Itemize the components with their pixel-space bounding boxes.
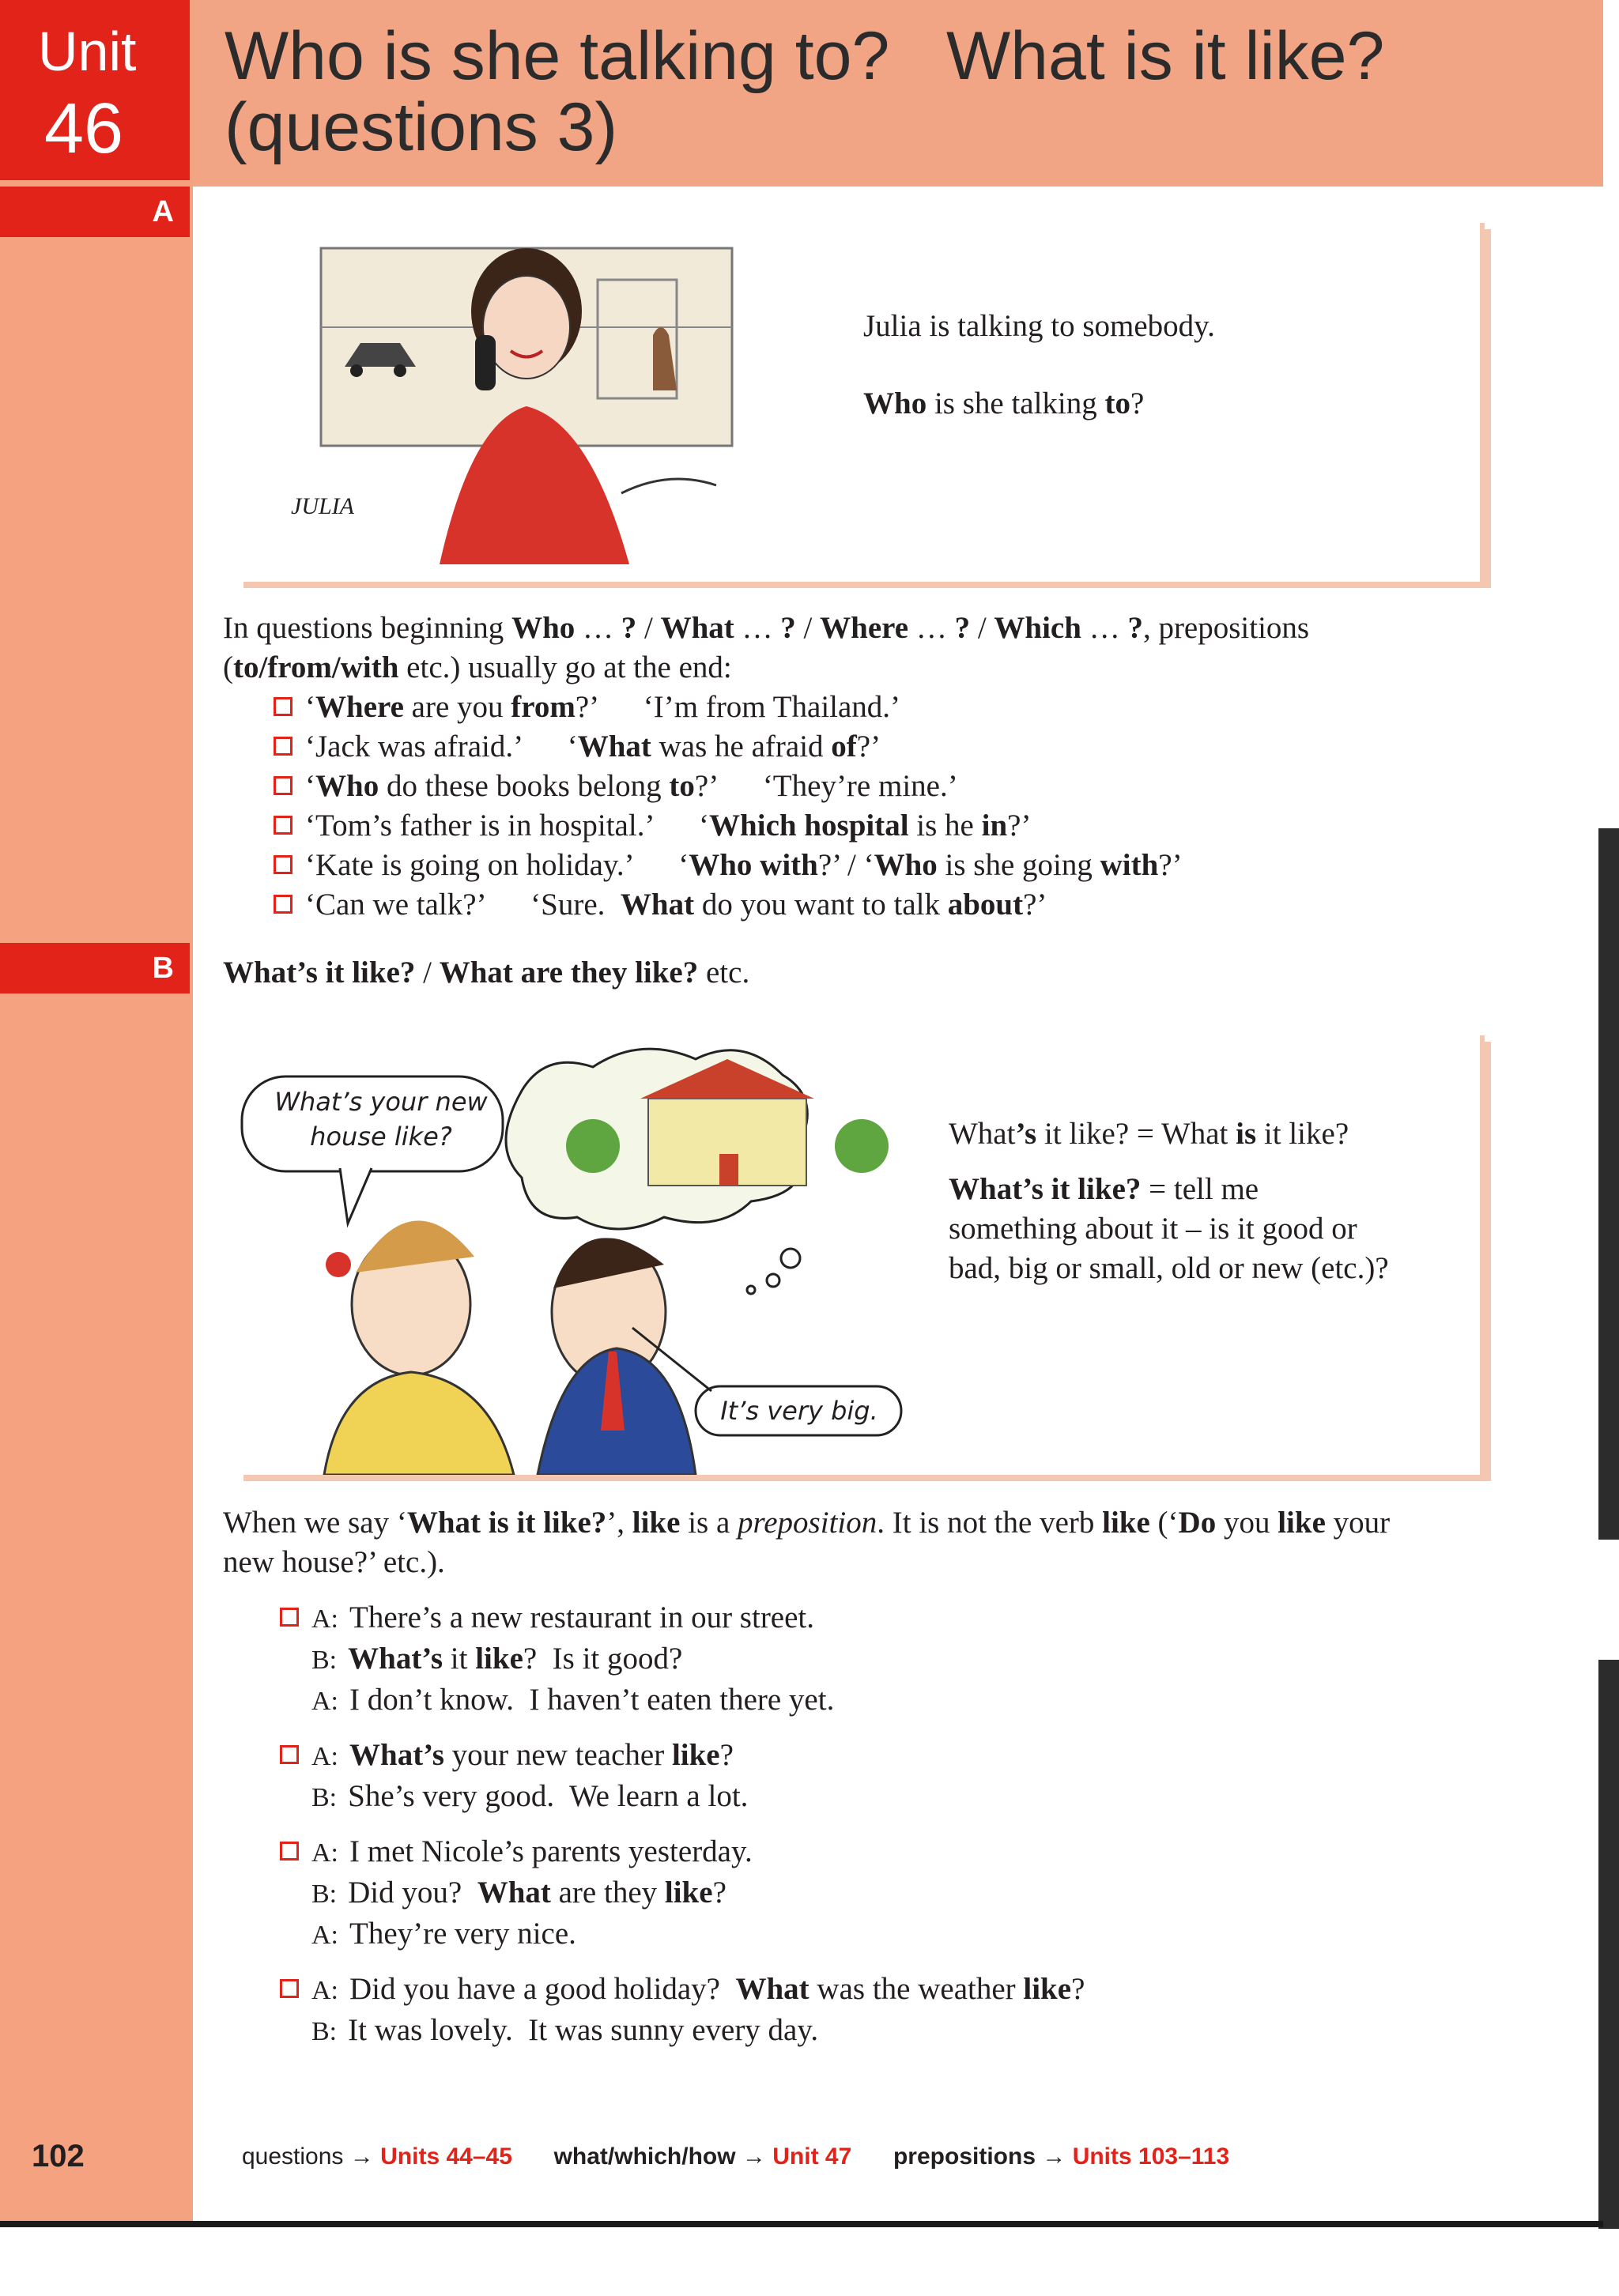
text-fragment: When we say ‘ <box>223 1506 407 1540</box>
xref-questions[interactable] <box>242 2143 512 2170</box>
dialogue-line <box>280 1970 1085 2011</box>
text-fragment: / <box>636 611 661 645</box>
text-fragment: new house?’ etc.). <box>223 1545 445 1579</box>
text-fragment: do you want to talk <box>694 888 948 922</box>
text-fragment: ?’ ‘They’re mine.’ <box>694 769 958 803</box>
bullet-square-icon <box>280 1979 299 1998</box>
section-b-heading <box>223 953 749 993</box>
text-fragment: ? Is it good? <box>523 1642 683 1676</box>
bold-fragment: Which <box>994 611 1081 645</box>
xref-prepositions[interactable] <box>893 2143 1229 2170</box>
julia-statement: Julia is talking to somebody. <box>863 309 1215 343</box>
side-margin-band <box>0 0 193 2221</box>
text-fragment: is he <box>908 809 982 843</box>
page-bottom-rule <box>0 2221 1603 2227</box>
speaker-label: A: <box>311 1742 338 1771</box>
julia-question-who: Who <box>863 386 927 420</box>
speaker-label: B: <box>311 1879 338 1909</box>
text-fragment: you <box>1216 1506 1278 1540</box>
text-fragment: ‘Kate is going on holiday.’ ‘ <box>305 848 689 882</box>
bold-fragment: of <box>831 730 857 763</box>
bold-fragment: about <box>947 888 1024 922</box>
dialogue-line <box>280 1914 1085 1955</box>
dialogue-line <box>280 1832 1085 1873</box>
text-fragment: ?’ <box>1158 848 1183 882</box>
dialogue-block <box>280 1598 1085 1721</box>
example-text <box>305 690 900 724</box>
page-title-line2: (questions 3) <box>225 89 618 166</box>
dialogue-list <box>280 1598 1085 2066</box>
bold-fragment: like <box>664 1876 713 1910</box>
bullet-square-icon <box>274 697 292 716</box>
text-fragment: ‘ <box>305 690 315 724</box>
scan-edge-shadow <box>1598 828 1619 1540</box>
bold-fragment: like <box>671 1738 720 1772</box>
speaker-label: B: <box>311 1646 338 1675</box>
text-fragment: ‘Jack was afraid.’ ‘ <box>305 730 578 763</box>
bold-fragment: ? <box>780 611 796 645</box>
bold-fragment: Where <box>315 690 404 724</box>
xref-target: Unit 47 <box>772 2143 852 2170</box>
bold-fragment: What’s it like? <box>223 956 416 990</box>
xref-what-which-how[interactable] <box>554 2143 852 2170</box>
text-fragment: I met Nicole’s parents yesterday. <box>349 1834 753 1868</box>
text-fragment: ‘ <box>305 769 315 803</box>
text-fragment: it <box>443 1642 476 1676</box>
dialogue-line <box>280 1639 1085 1680</box>
bullet-square-icon <box>274 776 292 795</box>
text-fragment: What <box>949 1117 1016 1151</box>
text-fragment: … <box>1081 611 1128 645</box>
example-item <box>274 885 1183 925</box>
like-definition-line <box>949 1209 1389 1249</box>
text-fragment: She’s very good. We learn a lot. <box>348 1779 749 1813</box>
text-fragment: ( <box>223 650 233 684</box>
bold-fragment: What <box>620 888 695 922</box>
text-fragment: ? <box>712 1876 726 1910</box>
text-fragment: are you <box>403 690 511 724</box>
text-fragment: it like? <box>1256 1117 1349 1151</box>
arrow-right-icon: → <box>742 2143 766 2170</box>
bold-fragment: to <box>669 769 695 803</box>
unit-number: 46 <box>44 89 124 168</box>
section-a-panel <box>237 223 1485 582</box>
julia-question <box>863 384 1144 424</box>
bold-fragment: What <box>577 730 651 763</box>
xref-label: questions <box>242 2143 344 2170</box>
page-title <box>225 18 1385 166</box>
text-fragment: ?’ <box>856 730 881 763</box>
speech-bubble-answer: It’s very big. <box>720 1396 878 1426</box>
text-fragment: your <box>1325 1506 1391 1540</box>
example-item <box>274 688 1183 727</box>
bold-fragment: What <box>660 611 734 645</box>
bold-fragment: What are they like? <box>439 956 699 990</box>
section-b-panel <box>237 1035 1485 1475</box>
text-fragment: ?’ ‘I’m from Thailand.’ <box>575 690 901 724</box>
bold-fragment: Where <box>820 611 909 645</box>
dialogue-block <box>280 1832 1085 1955</box>
text-fragment: … <box>734 611 781 645</box>
dialogue-line <box>280 1736 1085 1777</box>
bold-fragment: What <box>477 1876 551 1910</box>
example-text <box>305 730 881 763</box>
section-a-intro-line1 <box>223 609 1309 648</box>
text-fragment: ’, <box>606 1506 632 1540</box>
julia-question-mid: is she talking <box>926 386 1105 420</box>
bullet-square-icon <box>280 1842 299 1861</box>
text-fragment: = tell me <box>1141 1172 1259 1206</box>
example-item <box>274 846 1183 885</box>
text-fragment: is a <box>680 1506 738 1540</box>
text-fragment: are they <box>550 1876 665 1910</box>
text-fragment: ?’ <box>1007 809 1032 843</box>
speech-bubble-question: What’s your new house like? <box>274 1087 488 1152</box>
bold-fragment: ? <box>1127 611 1143 645</box>
example-text <box>305 848 1183 882</box>
example-item <box>274 727 1183 767</box>
text-fragment: ‘Tom’s father is in hospital.’ ‘ <box>305 809 710 843</box>
text-fragment: / <box>415 956 440 990</box>
text-fragment: ? <box>719 1738 734 1772</box>
like-equivalence <box>949 1114 1349 1154</box>
section-b-intro-line2 <box>223 1543 445 1582</box>
text-fragment: ‘Can we talk?’ ‘Sure. <box>305 888 621 922</box>
bold-fragment: ’s <box>1015 1117 1037 1151</box>
text-fragment: I don’t know. I haven’t eaten there yet. <box>349 1683 835 1717</box>
scan-edge-shadow <box>1598 1660 1619 2229</box>
speaker-label: A: <box>311 1604 338 1634</box>
bold-fragment: to/from/with <box>233 650 399 684</box>
bullet-square-icon <box>274 737 292 756</box>
text-fragment: Did you have a good holiday? <box>349 1972 736 2006</box>
section-a-intro-line2 <box>223 648 732 688</box>
dialogue-line <box>280 2011 1085 2052</box>
speaker-label: A: <box>311 1838 338 1868</box>
speaker-label: A: <box>311 1921 338 1950</box>
like-definition <box>949 1170 1389 1288</box>
text-fragment: Did you? <box>348 1876 477 1910</box>
example-text <box>305 809 1031 843</box>
bold-fragment: ? <box>954 611 971 645</box>
xref-label: what/which/how <box>553 2143 736 2170</box>
xref-label: prepositions <box>893 2143 1036 2170</box>
text-fragment: is she going <box>937 848 1100 882</box>
unit-badge <box>0 0 190 180</box>
text-fragment: There’s a new restaurant in our street. <box>349 1600 815 1634</box>
cross-references <box>242 2143 1229 2170</box>
bold-fragment: What’s <box>348 1642 443 1676</box>
text-fragment: / <box>795 611 821 645</box>
bold-fragment: What <box>735 1972 810 2006</box>
bold-fragment: like <box>632 1506 681 1540</box>
page-number: 102 <box>32 2139 85 2173</box>
section-b-label: B <box>0 943 190 993</box>
text-fragment: / <box>970 611 994 645</box>
dialogue-line <box>280 1777 1085 1818</box>
text-fragment: ?’ <box>1023 888 1047 922</box>
bullet-square-icon <box>280 1745 299 1764</box>
bold-fragment: like <box>475 1642 523 1676</box>
text-fragment: it like? = What <box>1036 1117 1236 1151</box>
text-fragment: … <box>575 611 621 645</box>
speaker-label: A: <box>311 1687 338 1716</box>
bold-fragment: ? <box>621 611 637 645</box>
example-item <box>274 767 1183 806</box>
speaker-label: A: <box>311 1976 338 2005</box>
text-fragment: do these books belong <box>379 769 670 803</box>
arrow-right-icon: → <box>349 2143 374 2170</box>
section-b-intro-line1 <box>223 1503 1390 1543</box>
text-fragment: your new teacher <box>443 1738 672 1772</box>
speaker-label: B: <box>311 2017 338 2046</box>
text-fragment: ?’ / ‘ <box>817 848 874 882</box>
bold-fragment: in <box>981 809 1008 843</box>
text-fragment: ? <box>1071 1972 1085 2006</box>
bullet-square-icon <box>280 1608 299 1627</box>
example-item <box>274 806 1183 846</box>
section-a-label: A <box>0 187 190 237</box>
dialogue-line <box>280 1680 1085 1721</box>
dialogue-line <box>280 1598 1085 1639</box>
bullet-square-icon <box>274 816 292 835</box>
like-definition-line <box>949 1170 1389 1209</box>
bold-fragment: What’s <box>349 1738 444 1772</box>
bold-fragment: Do <box>1178 1506 1217 1540</box>
xref-target: Units 44–45 <box>380 2143 512 2170</box>
example-text <box>305 888 1047 922</box>
xref-target: Units 103–113 <box>1072 2143 1230 2170</box>
julia-question-to: to <box>1104 386 1131 420</box>
text-fragment: … <box>908 611 955 645</box>
bold-fragment: What is it like? <box>406 1506 607 1540</box>
bullet-square-icon <box>274 895 292 914</box>
text-fragment: etc. <box>698 956 750 990</box>
bold-fragment: with <box>1100 848 1159 882</box>
text-fragment: , prepositions <box>1142 611 1310 645</box>
bold-fragment: like <box>1102 1506 1150 1540</box>
bold-fragment: Who <box>874 848 938 882</box>
italic-fragment: preposition <box>738 1506 877 1540</box>
bold-fragment: like <box>1023 1972 1072 2006</box>
bold-fragment: is <box>1236 1117 1257 1151</box>
text-fragment: They’re very nice. <box>349 1917 576 1951</box>
bold-fragment: like <box>1277 1506 1326 1540</box>
unit-label: Unit <box>38 21 137 82</box>
bold-fragment: Who <box>511 611 576 645</box>
like-definition-line <box>949 1249 1389 1288</box>
bold-fragment: Who with <box>689 848 818 882</box>
speaker-label: B: <box>311 1783 338 1812</box>
example-text <box>305 769 958 803</box>
text-fragment: . It is not the verb <box>877 1506 1103 1540</box>
text-fragment: In questions beginning <box>223 611 512 645</box>
text-fragment: bad, big or small, old or new (etc.)? <box>949 1251 1389 1285</box>
bold-fragment: What’s it like? <box>949 1172 1142 1206</box>
text-fragment: was the weather <box>809 1972 1024 2006</box>
julia-phone-illustration <box>281 232 756 572</box>
text-fragment: It was lovely. It was sunny every day. <box>348 2013 819 2047</box>
julia-caption: JULIA <box>291 493 354 519</box>
text-fragment: was he afraid <box>651 730 832 763</box>
arrow-right-icon: → <box>1042 2143 1066 2170</box>
dialogue-line <box>280 1873 1085 1914</box>
section-a-example-list <box>274 688 1183 925</box>
page-title-line1: Who is she talking to? What is it like? <box>225 18 1385 94</box>
bold-fragment: Which hospital <box>709 809 909 843</box>
dialogue-block <box>280 1736 1085 1818</box>
text-fragment: (‘ <box>1149 1506 1179 1540</box>
text-fragment: etc.) usually go at the end: <box>398 650 732 684</box>
dialogue-block <box>280 1970 1085 2052</box>
text-fragment: something about it – is it good or <box>949 1212 1357 1246</box>
bold-fragment: from <box>511 690 576 724</box>
bullet-square-icon <box>274 855 292 874</box>
bold-fragment: Who <box>315 769 379 803</box>
julia-question-end: ? <box>1130 386 1145 420</box>
